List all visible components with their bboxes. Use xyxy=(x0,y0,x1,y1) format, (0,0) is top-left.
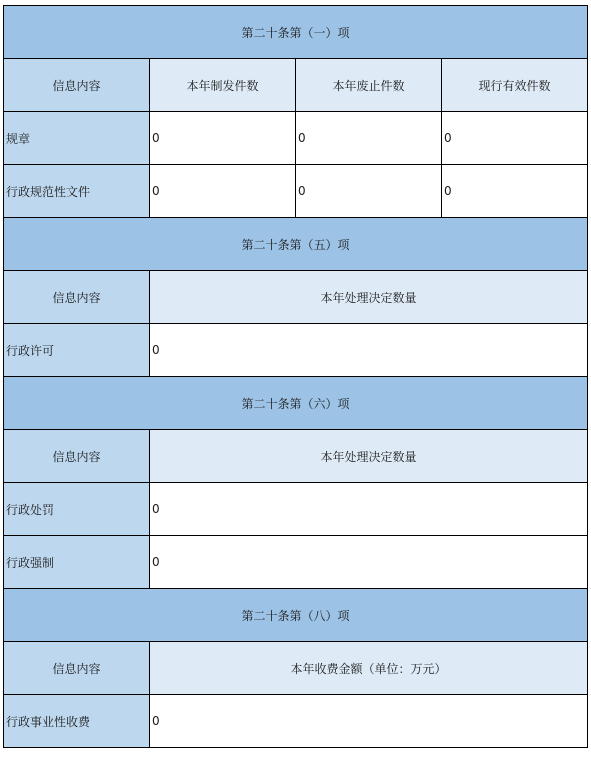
section-title: 第二十条第（八）项 xyxy=(4,589,588,642)
disclosure-table xyxy=(3,5,588,748)
info-content-header: 信息内容 xyxy=(4,59,150,112)
cell-value: 0 xyxy=(150,483,588,536)
cell-value: 0 xyxy=(150,324,588,377)
info-content-header: 信息内容 xyxy=(4,430,150,483)
row-label: 行政事业性收费 xyxy=(4,695,150,748)
section-header-row xyxy=(4,218,588,271)
info-content-header: 信息内容 xyxy=(4,642,150,695)
table-row xyxy=(4,536,588,589)
column-header: 本年制发件数 xyxy=(150,59,296,112)
cell-value: 0 xyxy=(442,112,588,165)
row-label: 规章 xyxy=(4,112,150,165)
section-header-row xyxy=(4,6,588,59)
column-header: 本年收费金额（单位：万元） xyxy=(150,642,588,695)
table-row xyxy=(4,483,588,536)
info-content-header: 信息内容 xyxy=(4,271,150,324)
column-header: 本年处理决定数量 xyxy=(150,430,588,483)
table-row xyxy=(4,324,588,377)
column-header: 本年处理决定数量 xyxy=(150,271,588,324)
section-header-row xyxy=(4,377,588,430)
table-row xyxy=(4,165,588,218)
cell-value: 0 xyxy=(150,112,296,165)
column-header-row xyxy=(4,642,588,695)
section-title: 第二十条第（六）项 xyxy=(4,377,588,430)
row-label: 行政强制 xyxy=(4,536,150,589)
column-header: 本年废止件数 xyxy=(296,59,442,112)
column-header-row xyxy=(4,430,588,483)
column-header: 现行有效件数 xyxy=(442,59,588,112)
column-header-row xyxy=(4,271,588,324)
cell-value: 0 xyxy=(150,165,296,218)
cell-value: 0 xyxy=(442,165,588,218)
section-title: 第二十条第（一）项 xyxy=(4,6,588,59)
row-label: 行政处罚 xyxy=(4,483,150,536)
section-header-row xyxy=(4,589,588,642)
column-header-row xyxy=(4,59,588,112)
cell-value: 0 xyxy=(296,112,442,165)
cell-value: 0 xyxy=(150,536,588,589)
table-row xyxy=(4,112,588,165)
table-row xyxy=(4,695,588,748)
cell-value: 0 xyxy=(150,695,588,748)
row-label: 行政许可 xyxy=(4,324,150,377)
cell-value: 0 xyxy=(296,165,442,218)
section-title: 第二十条第（五）项 xyxy=(4,218,588,271)
row-label: 行政规范性文件 xyxy=(4,165,150,218)
